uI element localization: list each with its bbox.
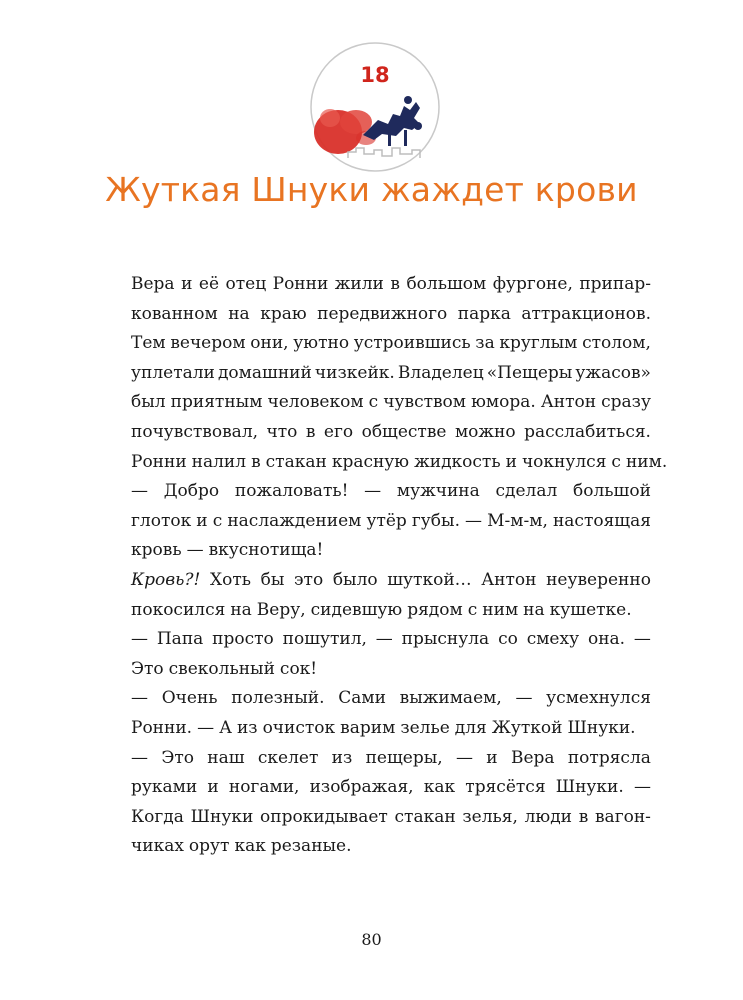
text-line: кровь — вкуснотища!	[131, 540, 324, 561]
text-line: Ронни налил в стакан красную жидкость и чокнулся с ним.	[131, 451, 668, 472]
text-line: — Очень полезный. Сами выжимаем, — усмехнулся	[131, 688, 651, 709]
text-line: Это свекольный сок!	[131, 658, 318, 679]
chapter-emblem-icon	[308, 40, 442, 174]
text-line: чиках орут как резаные.	[131, 836, 352, 857]
text-line: кованном на краю передвижного парка аттракционов.	[131, 303, 651, 324]
chapter-number: 18	[360, 63, 390, 87]
text-line: уплетали домашний чизкейк. Владелец «Пещеры ужасов»	[131, 362, 651, 383]
text-line: — Папа просто пошутил, — прыснула со смеху она. —	[131, 629, 651, 650]
chapter-text	[131, 270, 668, 862]
text-line: был приятным человеком с чувством юмора. Антон сразу	[131, 392, 651, 413]
text-line: руками и ногами, изображая, как трясётся Шнуки. —	[131, 777, 651, 798]
text-line: — Добро пожаловать! — мужчина сделал большой	[131, 481, 651, 502]
text-line: почувствовал, что в его обществе можно расслабиться.	[131, 421, 651, 442]
page-number: 80	[361, 930, 382, 949]
text-line: глоток и с наслаждением утёр губы. — М-м-м, настоящая	[131, 510, 651, 531]
chapter-emblem	[308, 40, 442, 174]
text-line: Тем вечером они, уютно устроившись за круглым столом,	[131, 333, 651, 354]
text-line: Когда Шнуки опрокидывает стакан зелья, люди в вагон-	[131, 806, 651, 827]
text-line: покосился на Веру, сидевшую рядом с ним на кушетке.	[131, 599, 632, 620]
text-line: Ронни. — А из очисток варим зелье для Жуткой Шнуки.	[131, 717, 636, 738]
text-line: — Это наш скелет из пещеры, — и Вера потрясла	[131, 747, 651, 768]
text-line: Вера и её отец Ронни жили в большом фургоне, припар-	[131, 274, 651, 294]
text-line: Кровь?! Хоть бы это было шуткой… Антон неуверенно	[131, 569, 651, 590]
chapter-title: Жуткая Шнуки жаждет крови	[105, 170, 638, 209]
